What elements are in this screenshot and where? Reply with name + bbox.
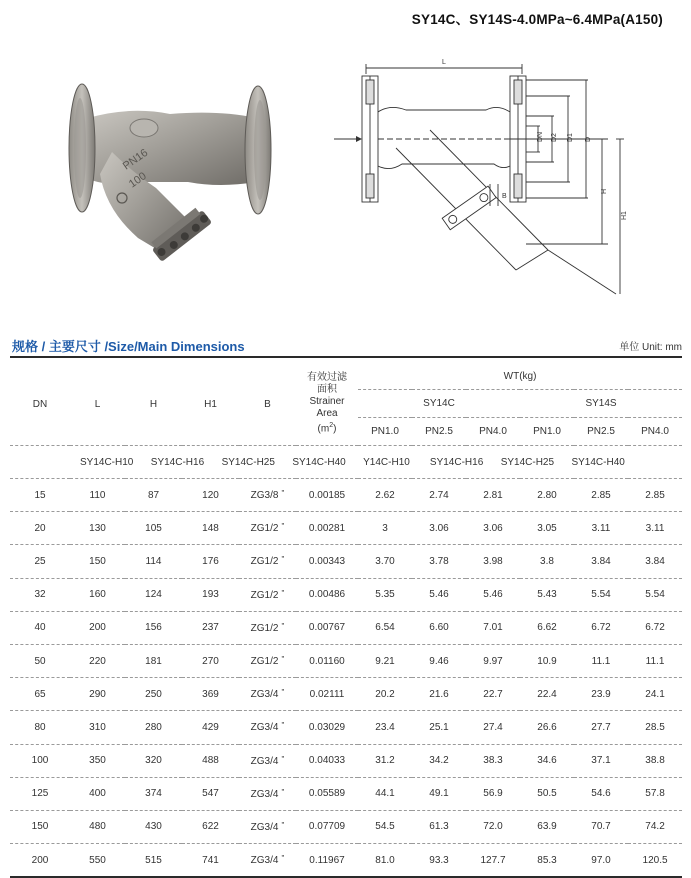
table-cell: 280 <box>125 711 182 744</box>
table-cell: 2.81 <box>466 479 520 512</box>
table-cell: 430 <box>125 810 182 843</box>
table-row <box>10 644 682 677</box>
b-thread-value: ZG1/2 <box>250 622 279 634</box>
model-code: SY14C-H25 <box>221 456 275 468</box>
table-cell: 110 <box>70 479 125 512</box>
table-cell: 0.00767 <box>296 611 358 644</box>
table-cell: 11.1 <box>628 644 682 677</box>
inch-mark: " <box>281 655 285 665</box>
model-code: SY14C-H40 <box>571 456 625 468</box>
model-code: SY14C-H16 <box>429 456 484 468</box>
header-strainer-area: 有效过滤 面积 Strainer Area $(m^2)$ <box>296 363 358 446</box>
dim-label-l: L <box>442 59 446 66</box>
b-thread-value: ZG3/4 <box>250 689 279 701</box>
table-cell: 488 <box>182 744 239 777</box>
table-cell: 26.6 <box>520 711 574 744</box>
table-body <box>10 479 682 878</box>
table-cell: 250 <box>125 678 182 711</box>
table-cell: 28.5 <box>628 711 682 744</box>
table-cell: 3.84 <box>628 545 682 578</box>
table-cell: 63.9 <box>520 810 574 843</box>
table-cell: 2.74 <box>412 479 466 512</box>
section-rule <box>10 356 682 358</box>
table-cell <box>239 844 296 878</box>
dim-label-dn: DN <box>537 131 544 142</box>
dim-label-d2: D2 <box>551 133 558 142</box>
table-cell: 320 <box>125 744 182 777</box>
table-cell: 3.06 <box>412 512 466 545</box>
table-cell: 40 <box>10 611 70 644</box>
model-code: SY14C-H25 <box>500 456 555 468</box>
table-cell: 0.07709 <box>296 810 358 843</box>
table-cell: 270 <box>182 644 239 677</box>
inch-mark: " <box>281 854 285 864</box>
table-cell: 3 <box>358 512 412 545</box>
table-cell: 125 <box>10 777 70 810</box>
model-code: SY14C-H16 <box>150 456 205 468</box>
table-cell: 400 <box>70 777 125 810</box>
table-cell: 34.2 <box>412 744 466 777</box>
table-cell: 547 <box>182 777 239 810</box>
table-cell: 20.2 <box>358 678 412 711</box>
table-cell: 23.9 <box>574 678 628 711</box>
b-thread-value: ZG3/8 <box>250 490 279 502</box>
table-cell: 61.3 <box>412 810 466 843</box>
table-cell: 2.85 <box>574 479 628 512</box>
table-cell: 0.00281 <box>296 512 358 545</box>
table-cell: 5.54 <box>628 578 682 611</box>
table-row <box>10 545 682 578</box>
table-cell: 97.0 <box>574 844 628 878</box>
table-cell: 37.1 <box>574 744 628 777</box>
table-cell: 74.2 <box>628 810 682 843</box>
table-cell: 38.3 <box>466 744 520 777</box>
b-thread-value: ZG3/4 <box>250 722 279 734</box>
inch-mark: " <box>281 754 285 764</box>
page-title: SY14C、SY14S-4.0MPa~6.4MPa(A150) <box>411 12 663 27</box>
table-cell: 9.21 <box>358 644 412 677</box>
dim-label-h1: H1 <box>621 211 628 220</box>
table-cell: 176 <box>182 545 239 578</box>
header-b: B <box>239 363 296 446</box>
dim-label-h: H <box>601 188 608 194</box>
table-row <box>10 578 682 611</box>
table-cell: 0.00185 <box>296 479 358 512</box>
inch-mark: " <box>281 588 285 598</box>
inch-mark: " <box>281 787 285 797</box>
table-row <box>10 777 682 810</box>
table-cell: 130 <box>70 512 125 545</box>
table-cell: 5.46 <box>412 578 466 611</box>
table-cell: 80 <box>10 711 70 744</box>
table-cell: 57.8 <box>628 777 682 810</box>
dim-label-b: B <box>502 193 507 200</box>
table-row <box>10 479 682 512</box>
table-cell <box>239 611 296 644</box>
table-cell: 70.7 <box>574 810 628 843</box>
section-title: 规格 / 主要尺寸 /Size/Main Dimensions <box>12 339 245 354</box>
table-cell <box>239 479 296 512</box>
table-cell: 6.62 <box>520 611 574 644</box>
table-cell <box>239 512 296 545</box>
table-cell: 200 <box>10 844 70 878</box>
table-row <box>10 844 682 878</box>
table-cell: 38.8 <box>628 744 682 777</box>
inch-mark: " <box>281 621 285 631</box>
header-h: H <box>125 363 182 446</box>
table-cell: 20 <box>10 512 70 545</box>
b-thread-value: ZG3/4 <box>250 821 279 833</box>
inch-mark: " <box>281 489 285 499</box>
table-cell: 9.46 <box>412 644 466 677</box>
table-cell: 2.80 <box>520 479 574 512</box>
header-sy14c: SY14C <box>358 390 520 418</box>
table-cell: 2.62 <box>358 479 412 512</box>
table-cell: 3.06 <box>466 512 520 545</box>
table-cell: 85.3 <box>520 844 574 878</box>
table-cell: 3.70 <box>358 545 412 578</box>
table-cell: 6.54 <box>358 611 412 644</box>
table-cell: 5.46 <box>466 578 520 611</box>
table-cell: 0.03029 <box>296 711 358 744</box>
table-cell: 2.85 <box>628 479 682 512</box>
unit-label: 单位 Unit: mm <box>619 342 682 353</box>
table-cell: 0.00343 <box>296 545 358 578</box>
table-cell: 290 <box>70 678 125 711</box>
table-cell: 81.0 <box>358 844 412 878</box>
header-h1: H1 <box>182 363 239 446</box>
table-cell: 93.3 <box>412 844 466 878</box>
table-cell: 237 <box>182 611 239 644</box>
table-cell: 0.04033 <box>296 744 358 777</box>
table-cell: 6.72 <box>574 611 628 644</box>
table-cell: 22.7 <box>466 678 520 711</box>
table-cell: 374 <box>125 777 182 810</box>
section-header <box>12 334 682 356</box>
table-cell: 9.97 <box>466 644 520 677</box>
table-cell: 87 <box>125 479 182 512</box>
table-cell: 72.0 <box>466 810 520 843</box>
header-pn: PN1.0 <box>358 418 412 446</box>
table-cell: 3.98 <box>466 545 520 578</box>
table-cell <box>239 644 296 677</box>
table-cell: 49.1 <box>412 777 466 810</box>
table-cell: 0.01160 <box>296 644 358 677</box>
cast-text-pn: PN16 <box>120 146 151 173</box>
table-cell: 124 <box>125 578 182 611</box>
model-codes-row <box>10 446 682 479</box>
inch-mark: " <box>281 688 285 698</box>
table-cell: 5.54 <box>574 578 628 611</box>
table-cell: 24.1 <box>628 678 682 711</box>
b-thread-value: ZG1/2 <box>250 556 279 568</box>
inch-mark: " <box>281 522 285 532</box>
table-cell: 65 <box>10 678 70 711</box>
table-cell: 5.35 <box>358 578 412 611</box>
table-cell: 56.9 <box>466 777 520 810</box>
table-cell: 3.8 <box>520 545 574 578</box>
table-cell: 148 <box>182 512 239 545</box>
header-sy14s: SY14S <box>520 390 682 418</box>
table-cell: 44.1 <box>358 777 412 810</box>
table-cell: 150 <box>10 810 70 843</box>
table-row <box>10 711 682 744</box>
table-cell: 350 <box>70 744 125 777</box>
table-cell: 0.11967 <box>296 844 358 878</box>
table-cell: 200 <box>70 611 125 644</box>
b-thread-value: ZG3/4 <box>250 855 279 867</box>
table-cell: 22.4 <box>520 678 574 711</box>
table-cell: 54.6 <box>574 777 628 810</box>
table-cell: 21.6 <box>412 678 466 711</box>
table-row <box>10 512 682 545</box>
table-cell: 369 <box>182 678 239 711</box>
table-cell: 50.5 <box>520 777 574 810</box>
table-row <box>10 611 682 644</box>
table-cell: 0.05589 <box>296 777 358 810</box>
table-cell: 25 <box>10 545 70 578</box>
table-cell: 3.11 <box>628 512 682 545</box>
table-cell: 310 <box>70 711 125 744</box>
table-cell: 220 <box>70 644 125 677</box>
header-pn: PN2.5 <box>574 418 628 446</box>
model-code: SY14C-H10 <box>80 456 134 468</box>
header-pn: PN4.0 <box>466 418 520 446</box>
table-cell: 32 <box>10 578 70 611</box>
table-cell: 480 <box>70 810 125 843</box>
table-cell: 156 <box>125 611 182 644</box>
table-cell: 0.00486 <box>296 578 358 611</box>
table-row <box>10 744 682 777</box>
table-cell: 550 <box>70 844 125 878</box>
table-cell: 150 <box>70 545 125 578</box>
b-thread-value: ZG1/2 <box>250 523 279 535</box>
table-cell <box>239 578 296 611</box>
cast-text-dn: 100 <box>126 170 149 191</box>
model-code: Y14C-H10 <box>363 456 410 468</box>
header-pn: PN2.5 <box>412 418 466 446</box>
inch-mark: " <box>281 820 285 830</box>
table-cell: 10.9 <box>520 644 574 677</box>
b-thread-value: ZG1/2 <box>250 589 279 601</box>
header-dn: DN <box>10 363 70 446</box>
table-cell: 3.78 <box>412 545 466 578</box>
table-cell <box>239 810 296 843</box>
inch-mark: " <box>281 555 285 565</box>
table-cell: 3.11 <box>574 512 628 545</box>
table-cell: 6.72 <box>628 611 682 644</box>
table-cell: 3.05 <box>520 512 574 545</box>
table-cell: 50 <box>10 644 70 677</box>
table-cell: 11.1 <box>574 644 628 677</box>
header-l: L <box>70 363 125 446</box>
y-strainer-photo <box>60 70 275 280</box>
table-cell <box>239 545 296 578</box>
table-cell <box>239 711 296 744</box>
table-cell: 25.1 <box>412 711 466 744</box>
dim-label-d1: D1 <box>567 133 574 142</box>
table-row <box>10 678 682 711</box>
dimensions-table <box>10 363 682 878</box>
table-cell: 160 <box>70 578 125 611</box>
technical-drawing <box>326 44 644 302</box>
table-cell: 120.5 <box>628 844 682 878</box>
table-cell: 34.6 <box>520 744 574 777</box>
table-cell: 515 <box>125 844 182 878</box>
b-thread-value: ZG3/4 <box>250 788 279 800</box>
header-wt: WT(kg) <box>358 363 682 390</box>
table-cell: 100 <box>10 744 70 777</box>
table-cell <box>239 678 296 711</box>
table-cell <box>239 777 296 810</box>
table-row <box>10 810 682 843</box>
table-cell: 31.2 <box>358 744 412 777</box>
table-cell <box>239 744 296 777</box>
table-cell: 741 <box>182 844 239 878</box>
table-cell: 105 <box>125 512 182 545</box>
table-cell: 23.4 <box>358 711 412 744</box>
model-code: SY14C-H40 <box>292 456 346 468</box>
table-cell: 15 <box>10 479 70 512</box>
table-cell: 3.84 <box>574 545 628 578</box>
table-cell: 120 <box>182 479 239 512</box>
table-cell: 0.02111 <box>296 678 358 711</box>
table-cell: 127.7 <box>466 844 520 878</box>
dim-label-d: D <box>585 136 592 142</box>
table-cell: 54.5 <box>358 810 412 843</box>
table-cell: 181 <box>125 644 182 677</box>
table-cell: 7.01 <box>466 611 520 644</box>
table-cell: 622 <box>182 810 239 843</box>
header-pn: PN1.0 <box>520 418 574 446</box>
table-cell: 5.43 <box>520 578 574 611</box>
b-thread-value: ZG3/4 <box>250 755 279 767</box>
inch-mark: " <box>281 721 285 731</box>
table-cell: 193 <box>182 578 239 611</box>
b-thread-value: ZG1/2 <box>250 656 279 668</box>
table-cell: 114 <box>125 545 182 578</box>
table-cell: 6.60 <box>412 611 466 644</box>
table-cell: 27.7 <box>574 711 628 744</box>
table-cell: 27.4 <box>466 711 520 744</box>
header-pn: PN4.0 <box>628 418 682 446</box>
table-cell: 429 <box>182 711 239 744</box>
